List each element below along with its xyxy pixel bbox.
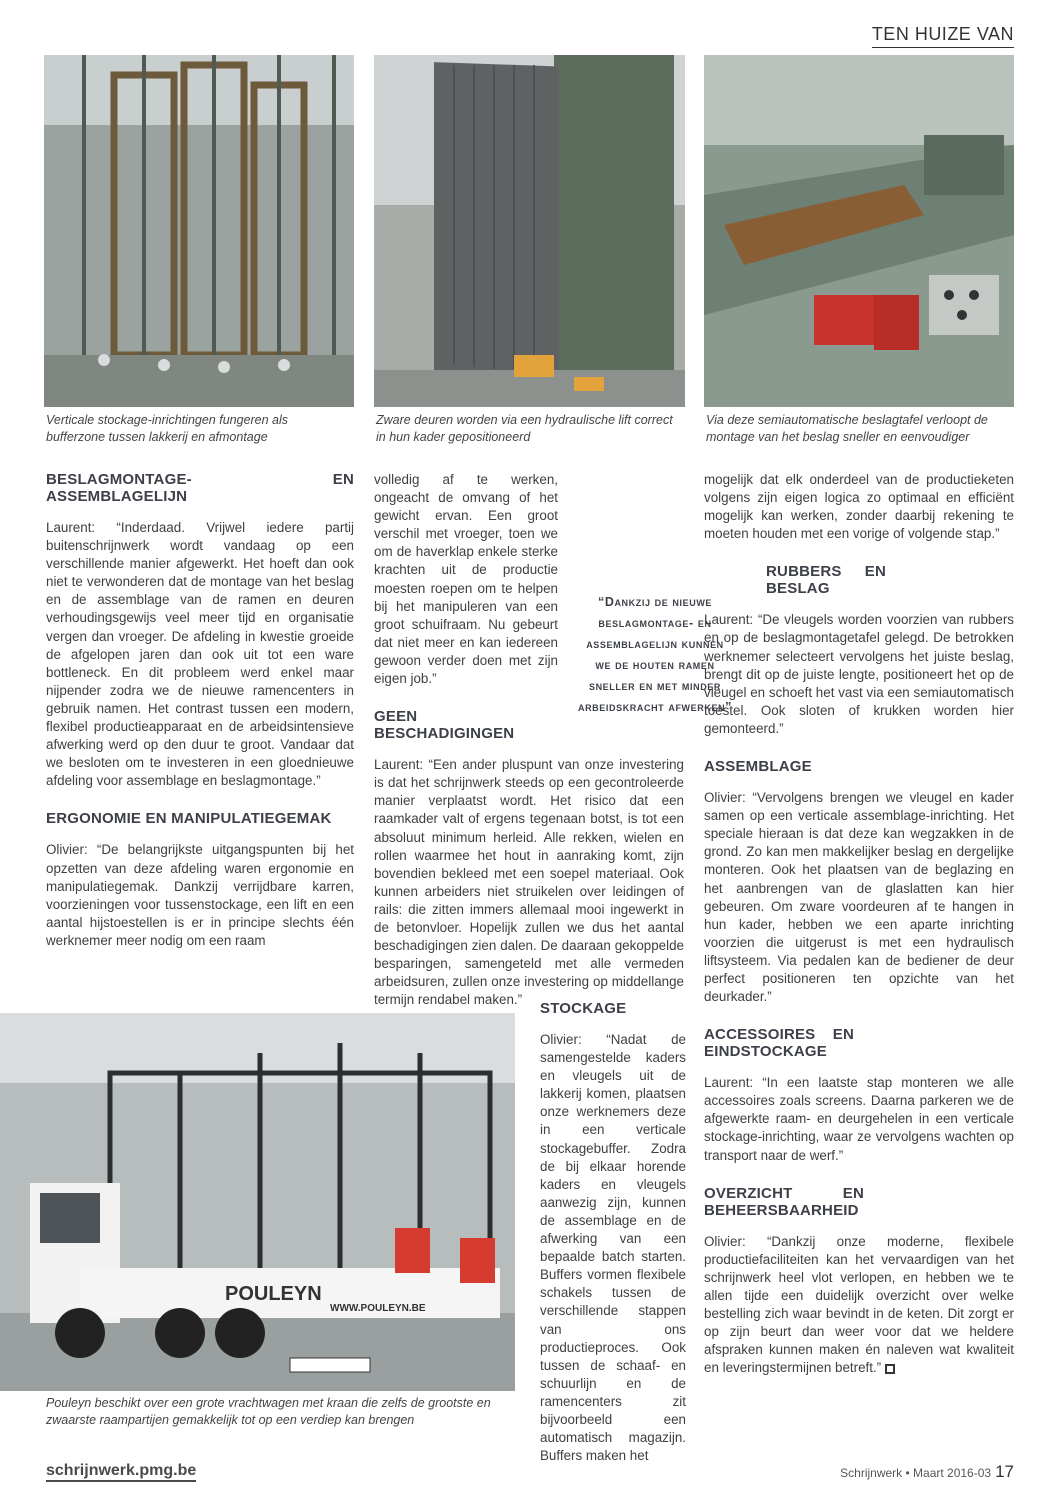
paragraph: Olivier: “Vervolgens brengen we vleugel en kader samen op een verticale assemblage-inrichting. Het speciale hieraan is dat deze kan wegzakken in de grond. Zo kan men makkelijker beslag en dergelijke monteren. Ook het plaatsen van de beglazing en het aanbrengen van de glaslatten kan hier gebeuren. Om zware voordeuren af te hangen in hun kader, hebben we een aparte inrichting voorzien die uitgerust is met een hydraulisch liftsysteem. Via pedalen kan de bediener de deur perfect positioneren ten opzichte van het deurkader.” bbox=[704, 790, 1014, 1005]
footer-issue bbox=[840, 1462, 1014, 1482]
paragraph: Laurent: “In een laatste stap monteren we alle accessoires zoals screens. Daarna parkeren we de afgewerkte raam- en deurgehelen in een verticale stockage-inrichting, waar ze vervolgens wachten op transport naar de werf.” bbox=[704, 1075, 1014, 1163]
paragraph bbox=[704, 1233, 1014, 1378]
end-mark-icon bbox=[885, 1364, 895, 1374]
photo-storage-racks bbox=[44, 55, 354, 407]
footer-issue-text: Schrijnwerk • Maart 2016-03 bbox=[840, 1466, 992, 1480]
paragraph: Laurent: “De vleugels worden voorzien van rubbers en op de beslagmontagetafel gelegd. De betrokken werknemer selecteert vervolgens het juiste beslag, brengt dit op de juiste lengte, positioneert het op de vleugel en schoeft het vast via een semiautomatisch toestel. Ook sloten of krukken worden hier gemonteerd.” bbox=[704, 612, 1014, 736]
truck-url: WWW.POULEYN.BE bbox=[330, 1303, 426, 1314]
heading-overzicht: OVERZICHT EN BEHEERSBAARHEID bbox=[704, 1184, 864, 1219]
column-stockage bbox=[540, 1000, 686, 1465]
paragraph-text: Olivier: “Dankzij onze moderne, flexibele productiefaciliteiten kan het vervaardigen van het schrijnwerk heel vlot verlopen, en hebben we te allen tijde een duidelijk overzicht over welke bestelling zich waar bevindt in de keten. Dit zorgt er op zijn beurt dan weer voor dat we heldere afspraken kunnen maken én naleven wat kwaliteit en leveringstermijnen betreft.” bbox=[704, 1233, 1014, 1376]
pull-quote-line: we de houten ramen bbox=[595, 658, 715, 672]
heading-stockage: STOCKAGE bbox=[540, 1000, 627, 1017]
paragraph: Laurent: “Een ander pluspunt van onze investering is dat het schrijnwerk steeds op een gecontroleerde manier verplaatst wordt. Het risico dat een raamkader valt of ergens tegenaan botst, is tot een absoluut minimum herleid. Alle rekken, wielen en rollen waarmee het hout in aanraking komt, zijn bovendien bekleed met een soepel materiaal. Ook kunnen arbeiders niet struikelen over leidingen of rails: die zitten immers allemaal mooi ingewerkt in de betonvloer. Hopelijk zullen we dus het aantal beschadigingen zien dalen. De daaraan gekoppelde besparingen, samengeteld met alle vermeden arbeidsuren, zullen onze investering op middellange termijn rendabel maken.” bbox=[374, 757, 684, 1008]
heading-assemblage: ASSEMBLAGE bbox=[704, 758, 812, 776]
pull-quote-line: sneller en met minder bbox=[588, 679, 722, 693]
heading-accessoires: ACCESSOIRES EN EINDSTOCKAGE bbox=[704, 1026, 854, 1061]
photo-truck bbox=[0, 1013, 515, 1391]
column-3 bbox=[704, 471, 1014, 1377]
paragraph: Olivier: “De belangrijkste uitgangspunten bij het opzetten van deze afdeling waren ergonomie en manipulatiegemak. Dankzij verrijdbare karren, voorzieningen voor tussenstockage, een lift en een aantal hijstoestellen is er in principe slechts één werknemer meer nodig om een raam bbox=[46, 842, 354, 948]
heading-rubbers: RUBBERS EN BESLAG bbox=[766, 563, 886, 598]
photo-fitting-table bbox=[704, 55, 1014, 407]
caption-storage-racks: Verticale stockage-inrichtingen fungeren als bufferzone tussen lakkerij en afmontage bbox=[46, 413, 289, 444]
column-1 bbox=[46, 471, 354, 950]
pull-quote-line: “Dankzij de nieuwe bbox=[597, 595, 713, 609]
photo-door-lift bbox=[374, 55, 685, 407]
section-tag: TEN HUIZE VAN bbox=[872, 24, 1014, 48]
caption-door-lift: Zware deuren worden via een hydraulische lift correct in hun kader gepositioneerd bbox=[376, 413, 673, 444]
pull-quote-line: beslagmontage- en bbox=[598, 616, 712, 630]
paragraph: volledig af te werken, ongeacht de omvang of het gewicht ervan. Een groot verschil met vroeger, toen we om de haverklap enkele sterke krachten uit de productie moesten roepen om te helpen bij het manipuleren van een groot schuifraam. Nu gebeurt dat niet meer en kan iedereen gewoon verder doen met zijn eigen job.” bbox=[374, 472, 558, 687]
heading-geen-beschadigingen: GEEN BESCHADIGINGEN bbox=[374, 708, 515, 743]
caption-truck: Pouleyn beschikt over een grote vrachtwagen met kraan die zelfs de grootste en zwaarste raampartijen gemakkelijk tot op een verdiep kan brengen bbox=[46, 1396, 491, 1427]
truck-brand: POULEYN bbox=[225, 1283, 322, 1305]
paragraph: mogelijk dat elk onderdeel van de productieketen volgens zijn eigen logica zo optimaal en efficiënt mogelijk kan werken, zonder daarbij rekening te moeten houden met een vorige of volgende stap.” bbox=[704, 472, 1014, 542]
pull-quote-line: arbeidskracht afwerken” bbox=[577, 700, 733, 714]
paragraph: Olivier: “Nadat de samengestelde kaders en vleugels uit de lakkerij komen, plaatsen onze werknemers deze in een verticale stockagebuffer. Zodra de bij elkaar horende kaders en vleugels aanwezig zijn, kunnen de assemblage en de afwerking van een bepaalde batch starten. Buffers vormen flexibele schakels tussen de verschillende stappen van ons productieproces. Ook tussen de schaaf- en schuurlijn en de ramencenters zit bijvoorbeeld een automatisch magazijn. Buffers maken het bbox=[540, 1032, 686, 1464]
heading-beslagmontage: BESLAGMONTAGE- EN ASSEMBLAGELIJN bbox=[46, 471, 354, 505]
pull-quote-line: assemblagelijn kunnen bbox=[586, 637, 724, 651]
heading-ergonomie: ERGONOMIE EN MANIPULATIEGEMAK bbox=[46, 810, 332, 828]
footer-site-link[interactable]: schrijnwerk.pmg.be bbox=[46, 1462, 196, 1482]
column-2 bbox=[374, 471, 684, 1009]
caption-fitting-table: Via deze semiautomatische beslagtafel verloopt de montage van het beslag sneller en eenvoudiger bbox=[706, 413, 988, 444]
paragraph: Laurent: “Inderdaad. Vrijwel iedere partij buitenschrijnwerk wordt vandaag op een verschillende manier afgewerkt. Het hoeft dan ook niet te verwonderen dat de montage van het beslag en de assemblage van de ramen en deuren verhoudingsgewijs veel meer tijd en organisatie vergen dan vroeger. De afdeling in kwestie groeide de afgelopen jaren dan ook uit tot een ware bottleneck. En dit probleem werd enkel maar nijpender zodra we de nieuwe ramencenters in gebruik namen. Het contrast tussen een modern, flexibel productieapparaat en de arbeidsintensieve afwerking werd op den duur te groot. Vandaar dat we besloten om te investeren in een gloednieuwe afdeling voor assemblage en beslagmontage.” bbox=[46, 520, 354, 789]
page-number: 17 bbox=[995, 1462, 1014, 1481]
